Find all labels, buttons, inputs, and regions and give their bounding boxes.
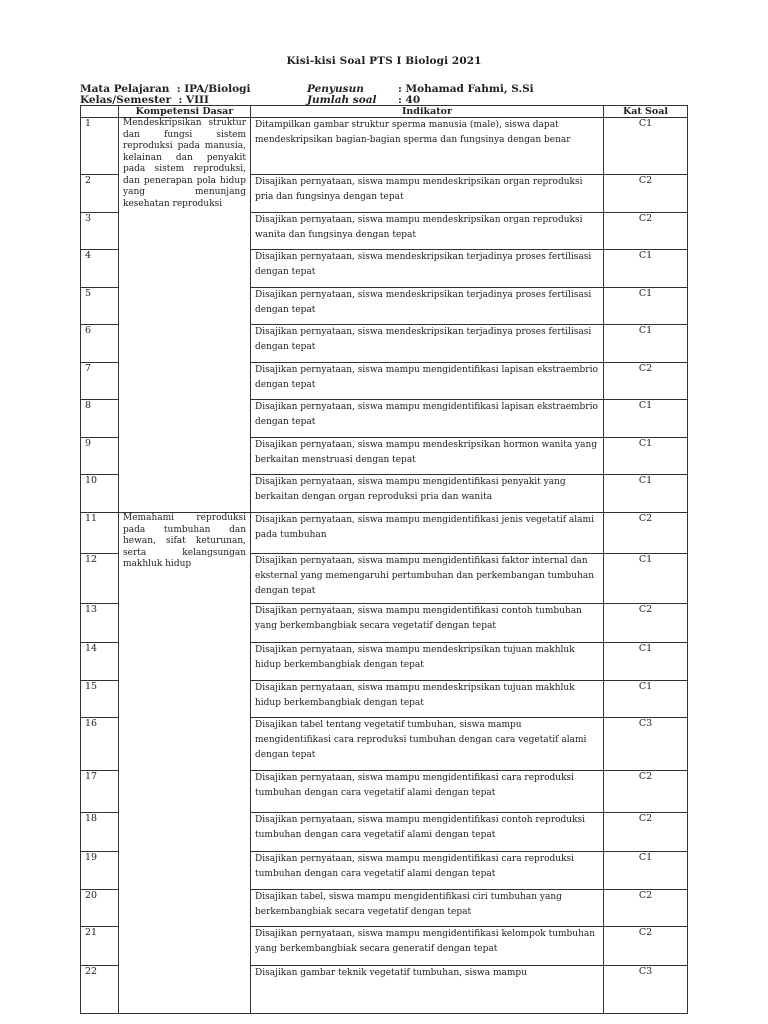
kat-soal-cell: C1	[604, 643, 688, 681]
kompetensi-dasar-cell: Memahami reproduksi pada tumbuhan dan hewan, sifat keturunan, serta kelangsungan makhluk hidup	[119, 513, 251, 1014]
table-row	[81, 118, 688, 175]
author-value: : Mohamad Fahmi, S.Si	[398, 83, 534, 95]
row-number: 16	[81, 718, 119, 771]
row-number: 22	[81, 966, 119, 1014]
row-number: 12	[81, 554, 119, 604]
indikator-cell: Disajikan pernyataan, siswa mendeskripsikan terjadinya proses fertilisasi dengan tepat	[251, 288, 604, 325]
kat-soal-cell: C2	[604, 175, 688, 213]
kat-soal-cell: C1	[604, 325, 688, 363]
indikator-cell: Disajikan gambar teknik vegetatif tumbuhan, siswa mampu	[251, 966, 604, 1014]
row-number: 17	[81, 771, 119, 813]
author-label: Penyusun	[307, 83, 364, 95]
indikator-cell: Disajikan pernyataan, siswa mampu mengidentifikasi jenis vegetatif alami pada tumbuhan	[251, 513, 604, 554]
kat-soal-cell: C2	[604, 813, 688, 852]
subject-label: Mata Pelajaran : IPA/Biologi	[80, 83, 251, 95]
header-indikator: Indikator	[251, 106, 604, 118]
kompetensi-dasar-cell: Mendeskripsikan struktur dan fungsi sistem reproduksi pada manusia, kelainan dan penyakit pada sistem reproduksi, dan penerapan pola hidup yang menunjang kesehatan reproduksi	[119, 118, 251, 513]
kat-soal-cell: C2	[604, 513, 688, 554]
row-number: 8	[81, 400, 119, 438]
row-number: 11	[81, 513, 119, 554]
kat-soal-cell: C1	[604, 250, 688, 288]
question-count-label: Jumlah soal	[307, 94, 377, 106]
row-number: 9	[81, 438, 119, 475]
kat-soal-cell: C3	[604, 718, 688, 771]
kat-soal-cell: C1	[604, 438, 688, 475]
header-kompetensi-dasar: Kompetensi Dasar	[119, 106, 251, 118]
kat-soal-cell: C3	[604, 966, 688, 1014]
row-number: 3	[81, 213, 119, 250]
row-number: 18	[81, 813, 119, 852]
indikator-cell: Disajikan pernyataan, siswa mampu mengidentifikasi contoh reproduksi tumbuhan dengan cara vegetatif alami dengan tepat	[251, 813, 604, 852]
kat-soal-cell: C2	[604, 363, 688, 400]
indikator-cell: Disajikan pernyataan, siswa mampu mendeskripsikan tujuan makhluk hidup berkembangbiak dengan tepat	[251, 643, 604, 681]
kat-soal-cell: C1	[604, 400, 688, 438]
row-number: 14	[81, 643, 119, 681]
row-number: 2	[81, 175, 119, 213]
class-semester-label: Kelas/Semester : VIII	[80, 94, 209, 106]
kat-soal-cell: C1	[604, 475, 688, 513]
row-number: 19	[81, 852, 119, 890]
indikator-cell: Disajikan pernyataan, siswa mampu mendeskripsikan organ reproduksi pria dan fungsinya dengan tepat	[251, 175, 604, 213]
indikator-cell: Disajikan pernyataan, siswa mampu mengidentifikasi contoh tumbuhan yang berkembangbiak secara vegetatif dengan tepat	[251, 604, 604, 643]
header-no	[81, 106, 119, 118]
indikator-cell: Disajikan pernyataan, siswa mampu mengidentifikasi cara reproduksi tumbuhan dengan cara vegetatif alami dengan tepat	[251, 852, 604, 890]
indikator-cell: Disajikan tabel, siswa mampu mengidentifikasi ciri tumbuhan yang berkembangbiak secara vegetatif dengan tepat	[251, 890, 604, 927]
table-body	[81, 118, 688, 1014]
row-number: 1	[81, 118, 119, 175]
row-number: 4	[81, 250, 119, 288]
row-number: 20	[81, 890, 119, 927]
indikator-cell: Disajikan pernyataan, siswa mampu mengidentifikasi faktor internal dan eksternal yang memengaruhi pertumbuhan dan perkembangan tumbuhan dengan tepat	[251, 554, 604, 604]
kat-soal-cell: C2	[604, 927, 688, 966]
indikator-cell: Disajikan tabel tentang vegetatif tumbuhan, siswa mampu mengidentifikasi cara reproduksi tumbuhan dengan cara vegetatif alami dengan tepat	[251, 718, 604, 771]
question-count-value: : 40	[398, 94, 421, 106]
row-number: 5	[81, 288, 119, 325]
kat-soal-cell: C2	[604, 604, 688, 643]
indikator-cell: Disajikan pernyataan, siswa mendeskripsikan terjadinya proses fertilisasi dengan tepat	[251, 325, 604, 363]
document-title: Kisi-kisi Soal PTS I Biologi 2021	[286, 55, 482, 67]
table-row	[81, 513, 688, 554]
row-number: 6	[81, 325, 119, 363]
indikator-cell: Disajikan pernyataan, siswa mampu mengidentifikasi penyakit yang berkaitan dengan organ reproduksi pria dan wanita	[251, 475, 604, 513]
kisi-kisi-table	[80, 105, 688, 1014]
indikator-cell: Disajikan pernyataan, siswa mampu mendeskripsikan hormon wanita yang berkaitan menstruasi dengan tepat	[251, 438, 604, 475]
table-header-row	[81, 106, 688, 118]
row-number: 15	[81, 681, 119, 718]
kat-soal-cell: C1	[604, 681, 688, 718]
header-kat-soal: Kat Soal	[604, 106, 688, 118]
indikator-cell: Disajikan pernyataan, siswa mampu mengidentifikasi cara reproduksi tumbuhan dengan cara vegetatif alami dengan tepat	[251, 771, 604, 813]
indikator-cell: Ditampilkan gambar struktur sperma manusia (male), siswa dapat mendeskripsikan bagian-bagian sperma dan fungsinya dengan benar	[251, 118, 604, 175]
kat-soal-cell: C1	[604, 118, 688, 175]
indikator-cell: Disajikan pernyataan, siswa mampu mendeskripsikan organ reproduksi wanita dan fungsinya dengan tepat	[251, 213, 604, 250]
indikator-cell: Disajikan pernyataan, siswa mampu mendeskripsikan tujuan makhluk hidup berkembangbiak dengan tepat	[251, 681, 604, 718]
kat-soal-cell: C2	[604, 213, 688, 250]
kat-soal-cell: C2	[604, 771, 688, 813]
indikator-cell: Disajikan pernyataan, siswa mampu mengidentifikasi lapisan ekstraembrio dengan tepat	[251, 363, 604, 400]
row-number: 21	[81, 927, 119, 966]
row-number: 13	[81, 604, 119, 643]
indikator-cell: Disajikan pernyataan, siswa mampu mengidentifikasi kelompok tumbuhan yang berkembangbiak secara generatif dengan tepat	[251, 927, 604, 966]
row-number: 10	[81, 475, 119, 513]
kat-soal-cell: C1	[604, 554, 688, 604]
kat-soal-cell: C2	[604, 890, 688, 927]
indikator-cell: Disajikan pernyataan, siswa mendeskripsikan terjadinya proses fertilisasi dengan tepat	[251, 250, 604, 288]
kat-soal-cell: C1	[604, 288, 688, 325]
indikator-cell: Disajikan pernyataan, siswa mampu mengidentifikasi lapisan ekstraembrio dengan tepat	[251, 400, 604, 438]
row-number: 7	[81, 363, 119, 400]
kat-soal-cell: C1	[604, 852, 688, 890]
